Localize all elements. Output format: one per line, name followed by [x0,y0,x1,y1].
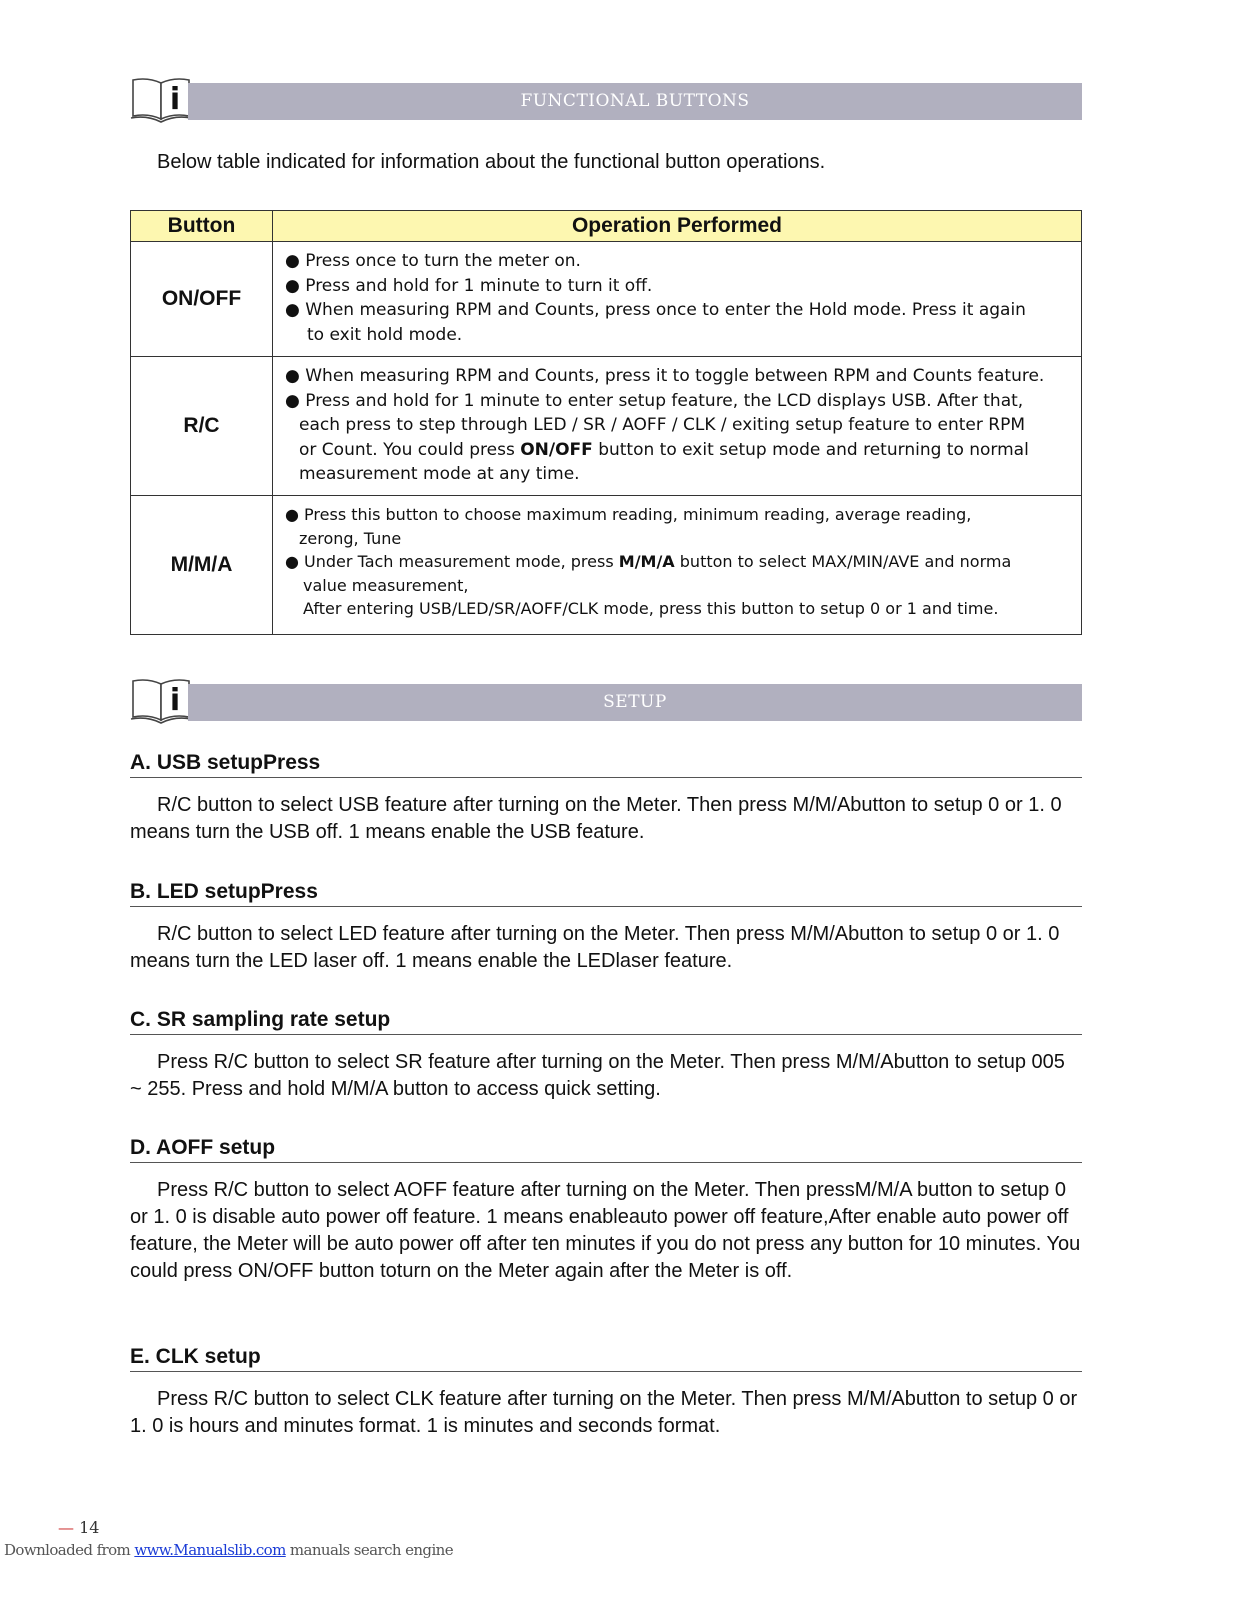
section-heading: A. USB setupPress [130,750,1082,778]
section-heading: D. AOFF setup [130,1135,1082,1163]
section-body: Press R/C button to select CLK feature after turning on the Meter. Then press M/M/Abutton to setup 0 or 1. 0 is hours and minutes format. 1 is minutes and seconds format. [130,1388,1078,1437]
info-book-icon [130,76,194,126]
header-operation: Operation Performed [273,211,1082,242]
operation-line: ● When measuring RPM and Counts, press it to toggle between RPM and Counts feature. [285,366,1045,386]
table-row [131,242,1082,357]
setup-section-led [130,879,1082,975]
operation-line: each press to step through LED / SR / AOFF / CLK / exiting setup feature to enter RPM [299,415,1026,435]
operation-line: ● When measuring RPM and Counts, press once to enter the Hold mode. Press it again [285,300,1026,320]
operation-line: ● Press and hold for 1 minute to turn it off. [285,275,653,296]
operation-line: ● Under Tach measurement mode, press M/M/A button to select MAX/MIN/AVE and norma [285,552,1012,571]
section-body: R/C button to select LED feature after turning on the Meter. Then press M/M/Abutton to setup 0 or 1. 0 means turn the LED laser off. 1 means enable the LEDlaser feature. [130,923,1060,972]
bold-button-ref: M/M/A [618,552,675,571]
functional-buttons-table [130,210,1082,635]
setup-section-aoff [130,1135,1082,1285]
operation-cell [273,496,1082,635]
button-name: M/M/A [131,496,273,635]
setup-banner [130,683,1082,729]
operation-line: value measurement, [303,575,469,595]
table-row [131,496,1082,635]
section-body: Press R/C button to select SR feature after turning on the Meter. Then press M/M/Abutton to setup 005 ~ 255. Press and hold M/M/A button to access quick setting. [130,1051,1065,1100]
header-button: Button [131,211,273,242]
intro-text: Below table indicated for information about the functional button operations. [157,151,826,173]
button-name: R/C [131,357,273,496]
functional-buttons-banner [130,82,1082,128]
operation-line: ● Press and hold for 1 minute to enter setup feature, the LCD displays USB. After that, [285,390,1024,411]
operation-line: or Count. You could press ON/OFF button to exit setup mode and returning to normal [299,439,1029,460]
operation-cell [273,357,1082,496]
operation-cell [273,242,1082,357]
section-body: R/C button to select USB feature after turning on the Meter. Then press M/M/Abutton to setup 0 or 1. 0 means turn the USB off. 1 means enable the USB feature. [130,794,1062,843]
operation-line: to exit hold mode. [307,324,463,345]
setup-section-usb [130,750,1082,846]
setup-section-sr [130,1007,1082,1103]
section-heading: C. SR sampling rate setup [130,1007,1082,1035]
info-book-icon [130,677,194,727]
operation-line: ● Press this button to choose maximum reading, minimum reading, average reading, [285,505,972,524]
button-name: ON/OFF [131,242,273,357]
section-heading: E. CLK setup [130,1344,1082,1372]
banner-title: FUNCTIONAL BUTTONS [188,83,1082,120]
download-footer: Downloaded from www.Manualslib.com manuals search engine [4,1541,453,1559]
manualslib-link[interactable]: www.Manualslib.com [134,1541,286,1559]
banner-title: SETUP [188,684,1082,721]
info-letter: i [169,82,181,117]
operation-line: measurement mode at any time. [299,464,580,484]
page-number-dash: — [58,1518,74,1537]
page-number: — 14 [58,1518,100,1537]
operation-line: ● Press once to turn the meter on. [285,251,581,271]
table-row [131,357,1082,496]
operation-line: After entering USB/LED/SR/AOFF/CLK mode, press this button to setup 0 or 1 and time. [303,599,999,618]
operation-line: zerong, Tune [299,528,402,548]
table-header-row [131,211,1082,242]
section-heading: B. LED setupPress [130,879,1082,907]
info-letter: i [169,683,181,718]
setup-section-clk [130,1344,1082,1440]
bold-button-ref: ON/OFF [520,439,593,460]
section-body: Press R/C button to select AOFF feature after turning on the Meter. Then pressM/M/A button to setup 0 or 1. 0 is disable auto power off feature. 1 means enableauto power off feature,After enable auto power off feature, the Meter will be auto power off after ten minutes if you do not press any button for 10 minutes. You could press ON/OFF button toturn on the Meter again after the Meter is off. [130,1179,1081,1282]
